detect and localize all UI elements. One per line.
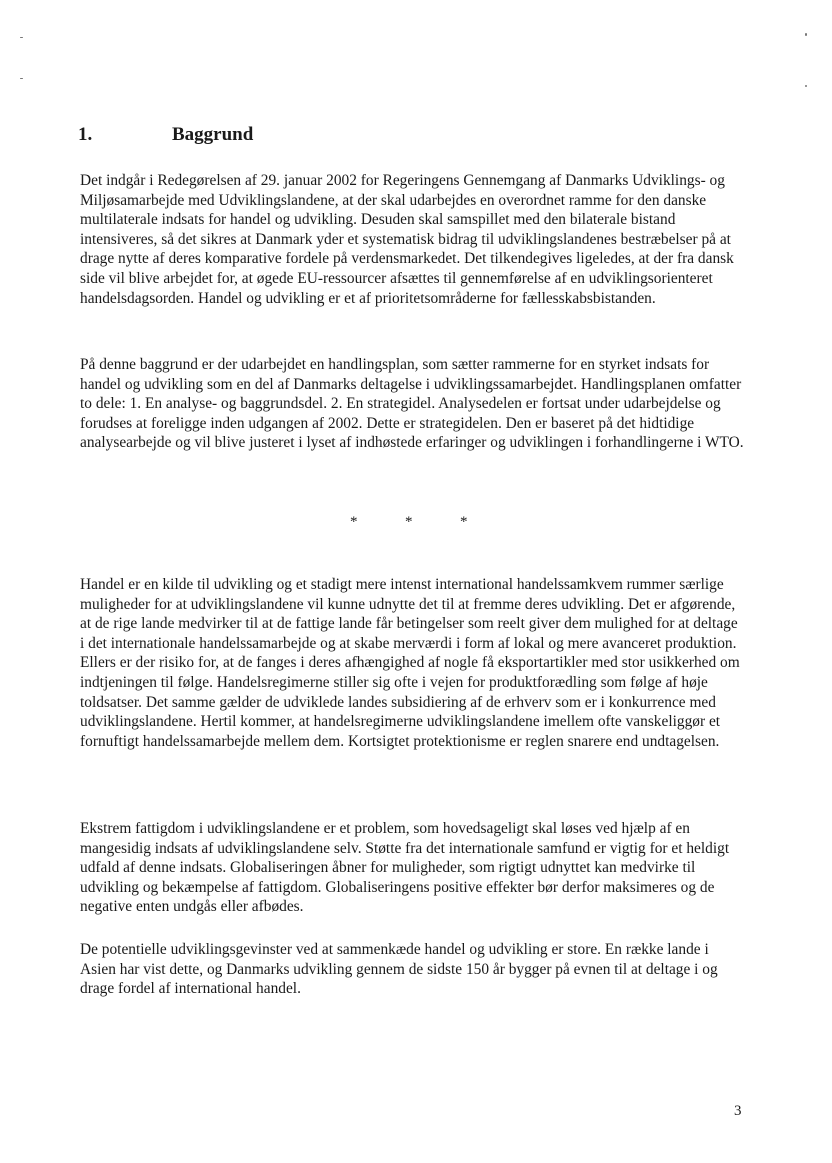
section-heading xyxy=(78,124,253,146)
page-number: 3 xyxy=(734,1103,742,1119)
scan-speck xyxy=(805,85,807,87)
separator-asterisk: * xyxy=(405,514,413,530)
section-separator xyxy=(0,514,832,534)
separator-asterisk: * xyxy=(350,514,358,530)
section-number: 1. xyxy=(78,124,93,145)
scan-speck xyxy=(20,78,23,79)
paragraph-3: Handel er en kilde til udvikling og et stadigt mere intenst international handelssamkvem rummer særlige muligheder for at udviklingslandene vil kunne udnytte det til at fremme deres udvikling. Det er afgørende, at de rige lande medvirker til at de fattige lande får betingelser som reelt giver dem mulighed for at deltage i det internationale handelssamarbejde og at skabe merværdi i form af lokal og mere avanceret produktion. Ellers er der risiko for, at de fanges i deres afhængighed af nogle få eksportartikler med stor usikkerhed om indtjeningen til følge. Handelsregimerne stiller sig ofte i vejen for produktforædling som følge af høje toldsatser. Det samme gælder de udviklede landes subsidiering af de erhverv som er i konkurrence med udviklingslandene. Hertil kommer, at handelsregimerne udviklingslandene imellem ofte vanskeliggør et fornuftigt handelssamarbejde mellem dem. Kortsigtet protektionisme er reglen snarere end undtagelsen. xyxy=(80,576,740,750)
paragraph-2: På denne baggrund er der udarbejdet en handlingsplan, som sætter rammerne for en styrket indsats for handel og udvikling som en del af Danmarks deltagelse i udviklingssamarbejdet. Handlingsplanen omfatter to dele: 1. En analyse- og baggrundsdel. 2. En strategidel. Analysedelen er fortsat under udarbejdelse og forudses at foreligge inden udgangen af 2002. Dette er strategidelen. Den er baseret på det hidtidige analysearbejde og vil blive justeret i lyset af indhøstede erfaringer og udviklingen i forhandlingerne i WTO. xyxy=(80,356,744,452)
scan-speck xyxy=(20,37,23,38)
paragraph-5: De potentielle udviklingsgevinster ved at sammenkæde handel og udvikling er store. En række lande i Asien har vist dette, og Danmarks udvikling gennem de sidste 150 år bygger på evnen til at deltage i og drage fordel af international handel. xyxy=(80,941,718,998)
paragraph-4: Ekstrem fattigdom i udviklingslandene er et problem, som hovedsageligt skal løses ved hjælp af en mangesidig indsats af udviklingslandene selv. Støtte fra det internationale samfund er vigtig for et heldigt udfald af denne indsats. Globaliseringen åbner for muligheder, som rigtigt udnyttet kan medvirke til udvikling og bekæmpelse af fattigdom. Globaliseringens positive effekter bør derfor maksimeres og de negative enten undgås eller afbødes. xyxy=(80,820,730,916)
paragraph-1: Det indgår i Redegørelsen af 29. januar 2002 for Regeringens Gennemgang af Danmarks Udviklings- og Miljøsamarbejde med Udviklingslandene, at der skal udarbejdes en overordnet ramme for den danske multilaterale indsats for handel og udvikling. Desuden skal samspillet med den bilaterale bistand intensiveres, så det sikres at Danmark yder et systematisk bidrag til udviklingslandenes bestræbelser på at drage nytte af deres komparative fordele på verdensmarkedet. Det tilkendegives ligeledes, at der fra dansk side vil blive arbejdet for, at øgede EU-ressourcer afsættes til gennemførelse af en udviklingsorienteret handelsdagsorden. Handel og udvikling er et af prioritetsområderne for fællesskabsbistanden. xyxy=(80,172,734,307)
scan-speck xyxy=(805,33,807,36)
separator-asterisk: * xyxy=(460,514,468,530)
section-title: Baggrund xyxy=(172,124,254,145)
